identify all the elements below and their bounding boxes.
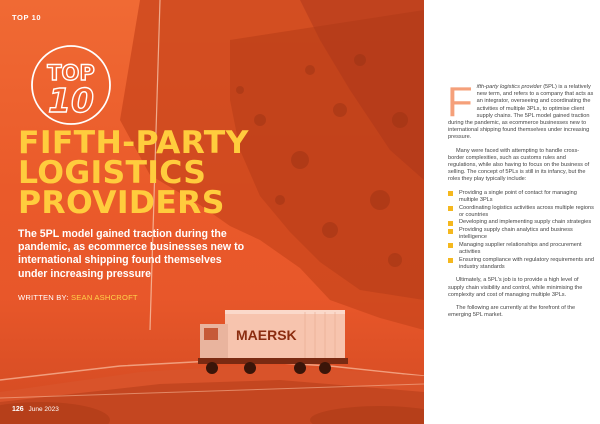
list-item-text: Coordinating logistics activities across multiple regions or countries [459, 204, 594, 218]
list-item-text: Developing and implementing supply chain strategies [459, 219, 592, 226]
list-item [448, 219, 594, 226]
headline [18, 125, 249, 221]
list-item-text: Managing supplier relationships and procurement activities [459, 242, 582, 256]
bullet-square-icon [448, 206, 453, 211]
list-item [448, 257, 594, 271]
headline-line-3: PROVIDERS [18, 185, 225, 221]
byline-label: WRITTEN BY: [18, 293, 69, 302]
headline-line-1: FIFTH-PARTY [18, 125, 249, 161]
list-item-text: Providing a single point of contact for managing multiple 3PLs [459, 189, 577, 203]
standfirst: The 5PL model gained traction during the pandemic, as ecommerce businesses new to international shipping found themselves under increasing pressure [18, 228, 245, 280]
roles-list [448, 190, 594, 272]
intro-italic: ifth-party logistics provider [476, 84, 542, 90]
truck-logo: MAERSK [236, 327, 297, 343]
intro-paragraph [447, 78, 594, 142]
right-page [424, 0, 600, 424]
bullet-square-icon [448, 229, 453, 234]
headline-line-2: LOGISTICS [18, 155, 207, 191]
issue-date: June 2023 [28, 406, 59, 413]
section-tag: TOP 10 [12, 13, 42, 22]
bullet-square-icon [448, 243, 453, 248]
bullet-square-icon [448, 221, 453, 226]
folio [12, 406, 59, 413]
badge-number-text: 10 [48, 81, 94, 120]
badge-top-text: TOP [47, 61, 95, 85]
byline [18, 293, 138, 302]
truck-image [198, 310, 348, 374]
list-item [448, 190, 594, 204]
top10-badge [30, 44, 112, 126]
byline-author: SEAN ASHCROFT [71, 293, 138, 302]
list-item-text: Providing supply chain analytics and business intelligence [459, 227, 573, 241]
bullet-square-icon [448, 191, 453, 196]
list-item-text: Ensuring compliance with regulatory requirements and industry standards [459, 256, 594, 271]
paragraph-3: Ultimately, a 5PL's job is to provide a high level of supply chain visibility and control, while minimising the complexity and cost of managing multiple 3PLs. [448, 277, 583, 298]
list-item [448, 227, 594, 241]
bullet-square-icon [448, 258, 453, 263]
page-number: 126 [12, 406, 24, 413]
paragraph-4: The following are currently at the forefront of the emerging 5PL market. [448, 304, 576, 319]
article-body [447, 78, 594, 325]
list-item [448, 205, 594, 219]
drop-cap: F [447, 78, 473, 125]
paragraph-2: Many were faced with attempting to handle cross-border complexities, such as customs rules and regulations, while also having to focus on the business of selling. The concept of 5PLs is still in its infancy, but the roles they play typically include: [448, 147, 590, 183]
intro-text: (5PL) is a relatively new term, and refers to a company that acts as an integrator, overseeing and coordinating the activities of multiple 3PLs, to optimise client supply chains. The 5PL model gained traction during the pandemic, as ecommerce businesses new to international shipping found themselves under increasing pressure. [448, 84, 594, 141]
list-item [448, 242, 594, 256]
